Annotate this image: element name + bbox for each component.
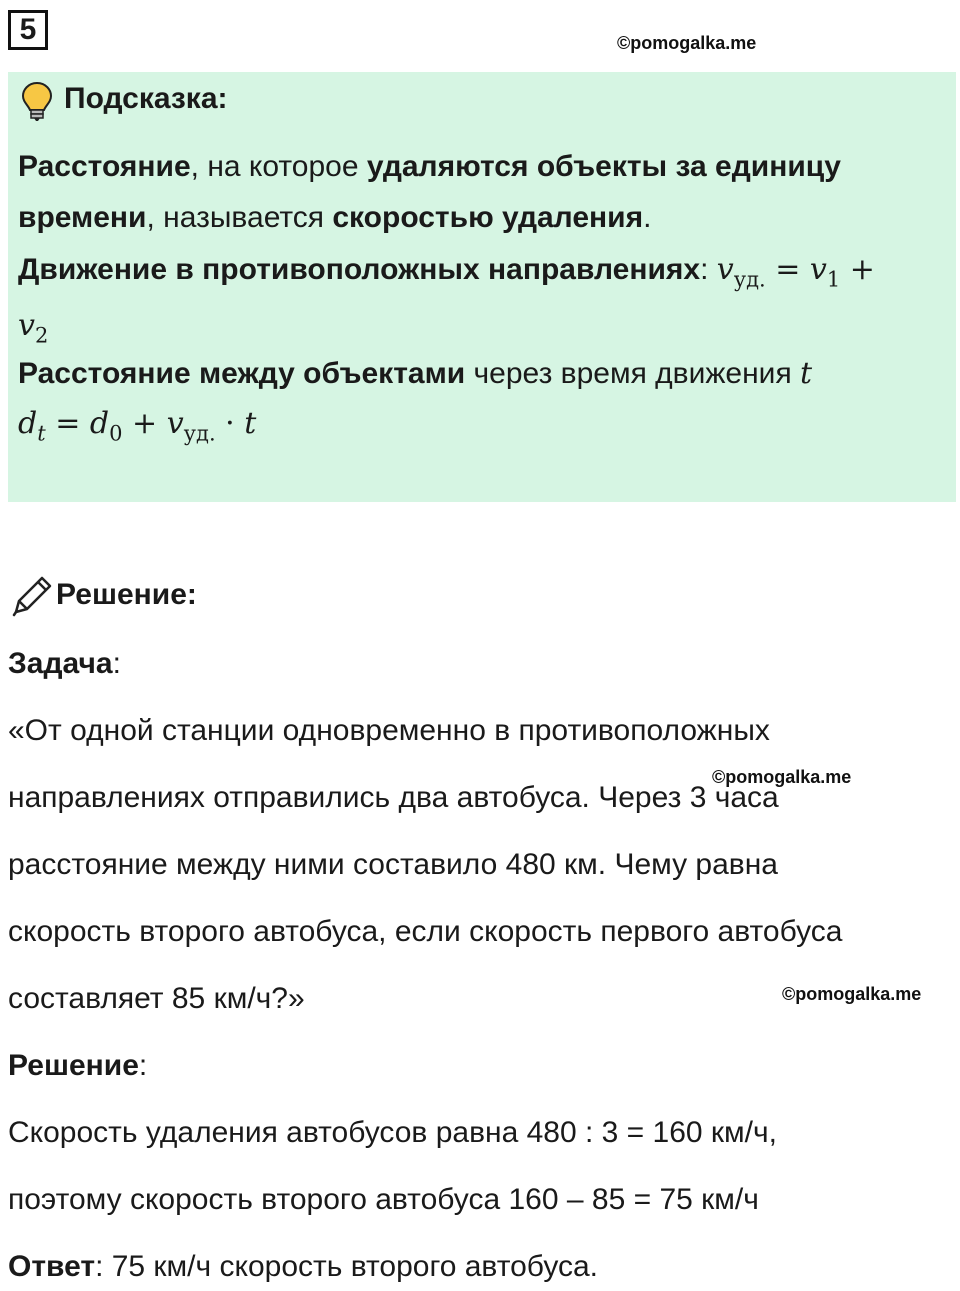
- hint-title: Подсказка:: [64, 82, 228, 115]
- task-text-line-4: скорость второго автобуса, если скорость первого автобуса: [8, 915, 843, 948]
- hint-line-1: Расстояние, на которое удаляются объекты за единицу: [18, 150, 841, 183]
- hint-line-4: $v_2$: [18, 308, 49, 348]
- hint-line-2: времени, называется скоростью удаления.: [18, 201, 652, 234]
- lightbulb-icon: [20, 80, 54, 122]
- task-label-line: Задача:: [8, 647, 121, 680]
- solution-label-line: Решение:: [8, 1049, 148, 1082]
- watermark-top: ©pomogalka.me: [617, 33, 757, 53]
- task-text-line-2: направлениях отправились два автобуса. Через 3 часа: [8, 781, 779, 814]
- hint-line-5: Расстояние между объектами через время движения t: [18, 356, 813, 391]
- watermark-bottom: ©pomogalka.me: [782, 984, 922, 1004]
- solution-text-line-1: Скорость удаления автобусов равна 480 : 3 = 160 км/ч,: [8, 1116, 777, 1149]
- task-text-line-5: составляет 85 км/ч?»: [8, 982, 305, 1015]
- task-text-line-3: расстояние между ними составило 480 км. Чему равна: [8, 848, 778, 881]
- watermark-middle: ©pomogalka.me: [712, 767, 852, 787]
- task-number: 5: [8, 10, 48, 50]
- answer-line: Ответ: 75 км/ч скорость второго автобуса.: [8, 1250, 599, 1283]
- formula-distance: $d_t = d_0 + v_{уд.} \cdot t$: [18, 406, 257, 446]
- solution-title: Решение:: [56, 578, 197, 611]
- task-text-line-1: «От одной станции одновременно в противоположных: [8, 714, 770, 747]
- solution-text-line-2: поэтому скорость второго автобуса 160 – 85 = 75 км/ч: [8, 1183, 759, 1216]
- pencil-icon: [10, 574, 54, 618]
- hint-line-3: Движение в противоположных направлениях: $v_{уд.} = v_1$ +: [18, 252, 875, 292]
- formula-speed: $v_{уд.} = v_1$ +: [716, 252, 875, 292]
